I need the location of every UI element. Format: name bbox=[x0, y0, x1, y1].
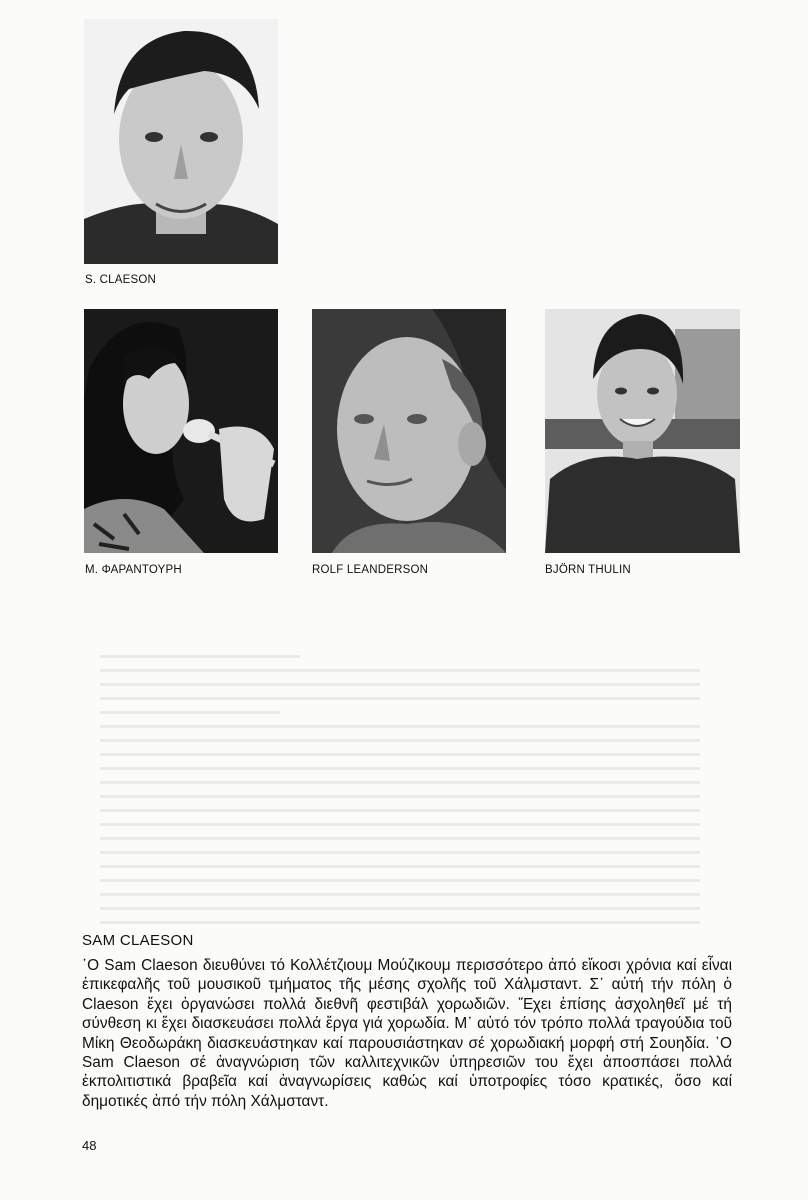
photo-rolf-leanderson bbox=[312, 309, 506, 553]
caption-bjorn-thulin: BJÖRN THULIN bbox=[545, 564, 631, 576]
photo-bjorn-thulin bbox=[545, 309, 740, 553]
bio-title: SAM CLAESON bbox=[82, 932, 194, 949]
page-number: 48 bbox=[82, 1138, 97, 1153]
bio-text: ῾Ο Sam Claeson διευθύνει τό Κολλέτζιουμ Μούζικουμ περισσότερο ἀπό εἴκοσι χρόνια καί εἶναι ἐπικεφαλῆς τοῦ μουσικοῦ τμήματος τῆς μέσης σχολῆς τοῦ Χάλμσταντ. Σ᾽ αὐτή τήν πόλη ὁ Claeson ἔχει ὀργανώσει πολλά διεθνῆ φεστιβάλ χορωδιῶν. Ἔχει ἐπίσης ἀσχοληθεῖ μέ τή σύνθεση κι ἔχει διασκευάσει πολλά ἔργα γιά χορωδία. Μ᾽ αὐτό τόν τρόπο πολλά τραγούδια τοῦ Μίκη Θεοδωράκη διασκευάστηκαν καί παρουσιάστηκαν σέ χορωδιακή μορφή στή Σουηδία. ῾Ο Sam Claeson σέ ἀναγνώριση τῶν καλλιτεχνικῶν ὑπηρεσιῶν του ἔχει ἀποσπάσει πολλά ἐκπολιτιστικά βραβεῖα καί ἀναγνωρίσεις καθώς καί ὑποτροφίες τόσο κρατικές, ὅσο καί δημοτικές ἀπό τήν πόλη Χάλμσταντ. bbox=[82, 957, 732, 1110]
caption-s-claeson: S. CLAESON bbox=[85, 274, 157, 286]
show-through-text bbox=[100, 655, 700, 945]
photo-m-farantouri bbox=[84, 309, 278, 553]
caption-rolf-leanderson: ROLF LEANDERSON bbox=[312, 564, 429, 576]
caption-m-farantouri: Μ. ΦΑΡΑΝΤΟΥΡΗ bbox=[85, 564, 182, 576]
photo-s-claeson bbox=[84, 19, 278, 264]
